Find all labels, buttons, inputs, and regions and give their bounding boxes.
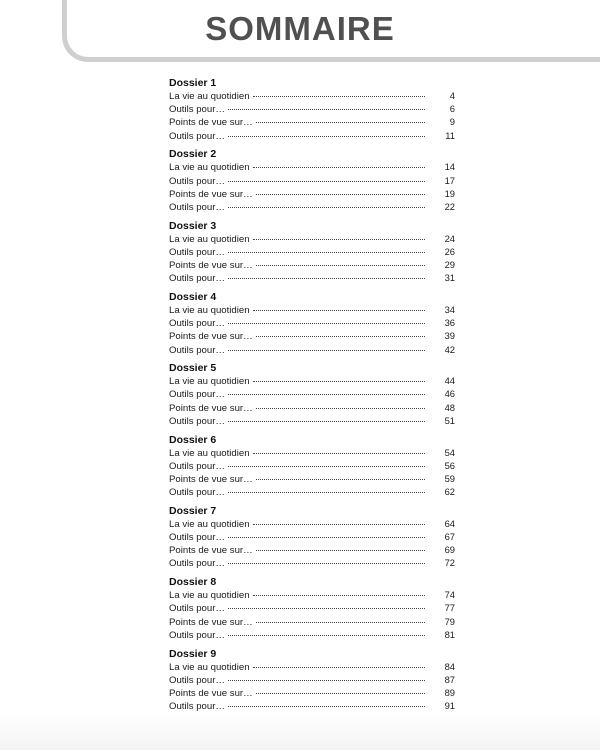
dot-leader [228, 350, 425, 351]
toc-entry-label: La vie au quotidien [169, 661, 250, 673]
toc-entry-label: Points de vue sur… [169, 188, 253, 200]
toc-entry-label: Points de vue sur… [169, 545, 253, 557]
toc-entry-label: Outils pour… [169, 130, 225, 142]
toc-entry[interactable] [169, 687, 455, 700]
toc-entry[interactable] [169, 175, 455, 188]
toc-entry-page-number: 24 [444, 232, 455, 244]
toc-entry-page-number: 72 [444, 557, 455, 569]
dot-leader [253, 381, 425, 382]
toc-entry-page-number: 26 [444, 245, 455, 257]
dossier-title[interactable]: Dossier 3 [169, 219, 217, 232]
toc-entry[interactable] [169, 246, 455, 259]
toc-entry-label: Outils pour… [169, 629, 225, 641]
dossier-section [169, 505, 455, 571]
toc-entry[interactable] [169, 259, 455, 272]
toc-entry-page-number: 59 [444, 472, 455, 484]
toc-entry[interactable] [169, 90, 455, 103]
dossier-section [169, 291, 455, 357]
toc-entry-label: Outils pour… [169, 104, 225, 116]
toc-entry-page-number: 62 [444, 486, 455, 498]
dot-leader [228, 136, 425, 137]
toc-entry-label: Outils pour… [169, 175, 225, 187]
toc-entry-page-number: 42 [444, 343, 455, 355]
toc-entry-page-number: 81 [444, 628, 455, 640]
dot-leader [228, 537, 425, 538]
dot-leader [256, 265, 425, 266]
toc-entry[interactable] [169, 674, 455, 687]
toc-entry-label: La vie au quotidien [169, 304, 250, 316]
toc-entry-label: Points de vue sur… [169, 402, 253, 414]
toc-entry[interactable] [169, 103, 455, 116]
toc-entry-label: Outils pour… [169, 701, 225, 713]
toc-entry[interactable] [169, 233, 455, 246]
toc-entry-page-number: 17 [444, 174, 455, 186]
dossier-title[interactable]: Dossier 7 [169, 504, 217, 517]
toc-entry-label: Outils pour… [169, 558, 225, 570]
toc-entry-label: Outils pour… [169, 273, 225, 285]
dot-leader [228, 563, 425, 564]
toc-entry-label: Outils pour… [169, 389, 225, 401]
dot-leader [228, 394, 425, 395]
dossier-section [169, 362, 455, 428]
toc-entry[interactable] [169, 602, 455, 615]
dot-leader [253, 310, 425, 311]
toc-entry[interactable] [169, 344, 455, 357]
dossier-section [169, 220, 455, 286]
dot-leader [228, 252, 425, 253]
toc-entry[interactable] [169, 447, 455, 460]
dot-leader [228, 466, 425, 467]
toc-entry-label: Points de vue sur… [169, 117, 253, 129]
toc-entry-label: La vie au quotidien [169, 376, 250, 388]
dossier-title[interactable]: Dossier 8 [169, 576, 217, 589]
toc-entry-page-number: 39 [444, 330, 455, 342]
toc-entry-page-number: 19 [444, 187, 455, 199]
toc-entry-label: La vie au quotidien [169, 518, 250, 530]
toc-entry-page-number: 56 [444, 459, 455, 471]
toc-entry[interactable] [169, 201, 455, 214]
toc-entry-page-number: 74 [444, 589, 455, 601]
toc-entry-page-number: 79 [444, 615, 455, 627]
toc-entry[interactable] [169, 375, 455, 388]
toc-entry-label: Outils pour… [169, 201, 225, 213]
toc-entry-label: Outils pour… [169, 344, 225, 356]
table-of-contents [169, 77, 455, 753]
toc-entry-label: Points de vue sur… [169, 616, 253, 628]
toc-entry-page-number: 87 [444, 673, 455, 685]
dot-leader [228, 181, 425, 182]
toc-entry-label: La vie au quotidien [169, 233, 250, 245]
toc-entry-page-number: 77 [444, 602, 455, 614]
dot-leader [253, 595, 425, 596]
toc-entry-page-number: 34 [444, 303, 455, 315]
dot-leader [256, 408, 425, 409]
toc-entry-label: Points de vue sur… [169, 260, 253, 272]
toc-entry-label: Points de vue sur… [169, 331, 253, 343]
toc-entry-page-number: 14 [444, 161, 455, 173]
dossier-title[interactable]: Dossier 5 [169, 362, 217, 375]
toc-entry[interactable] [169, 304, 455, 317]
dossier-title[interactable]: Dossier 4 [169, 290, 217, 303]
toc-entry[interactable] [169, 544, 455, 557]
dot-leader [228, 635, 425, 636]
dot-leader [253, 524, 425, 525]
dot-leader [256, 693, 425, 694]
toc-entry[interactable] [169, 402, 455, 415]
toc-entry[interactable] [169, 486, 455, 499]
toc-entry[interactable] [169, 629, 455, 642]
dossier-section [169, 648, 455, 714]
toc-entry[interactable] [169, 473, 455, 486]
toc-entry-label: Outils pour… [169, 318, 225, 330]
toc-entry-page-number: 69 [444, 544, 455, 556]
dossier-section [169, 77, 455, 143]
toc-entry-page-number: 64 [444, 517, 455, 529]
dot-leader [228, 109, 425, 110]
toc-entry[interactable] [169, 518, 455, 531]
dot-leader [256, 622, 425, 623]
dot-leader [256, 194, 425, 195]
toc-entry[interactable] [169, 116, 455, 129]
toc-entry-label: La vie au quotidien [169, 590, 250, 602]
toc-entry-label: Outils pour… [169, 415, 225, 427]
toc-entry-label: Outils pour… [169, 460, 225, 472]
toc-entry[interactable] [169, 661, 455, 674]
toc-entry-page-number: 46 [444, 388, 455, 400]
toc-entry[interactable] [169, 161, 455, 174]
toc-entry-label: Points de vue sur… [169, 687, 253, 699]
toc-entry[interactable] [169, 460, 455, 473]
dot-leader [228, 207, 425, 208]
dot-leader [253, 96, 425, 97]
dot-leader [253, 453, 425, 454]
dot-leader [256, 479, 425, 480]
dot-leader [253, 167, 425, 168]
dot-leader [228, 492, 425, 493]
dossier-title[interactable]: Dossier 9 [169, 647, 217, 660]
dossier-section [169, 576, 455, 642]
toc-entry-label: La vie au quotidien [169, 447, 250, 459]
toc-entry-label: La vie au quotidien [169, 162, 250, 174]
toc-entry[interactable] [169, 531, 455, 544]
toc-entry-label: Outils pour… [169, 246, 225, 258]
toc-entry-page-number: 29 [444, 259, 455, 271]
page-bottom-shade [0, 712, 600, 750]
toc-entry[interactable] [169, 616, 455, 629]
toc-entry-page-number: 6 [449, 103, 455, 115]
dot-leader [228, 278, 425, 279]
dot-leader [228, 706, 425, 707]
dossier-title[interactable]: Dossier 1 [169, 77, 217, 89]
dot-leader [228, 323, 425, 324]
toc-entry-page-number: 67 [444, 531, 455, 543]
dot-leader [256, 336, 425, 337]
toc-entry-page-number: 9 [449, 116, 455, 128]
dossier-section [169, 434, 455, 500]
toc-entry-page-number: 51 [444, 414, 455, 426]
dossier-title[interactable]: Dossier 2 [169, 148, 217, 161]
toc-entry[interactable] [169, 130, 455, 143]
toc-entry[interactable] [169, 589, 455, 602]
page-title: SOMMAIRE [205, 10, 395, 47]
toc-entry[interactable] [169, 557, 455, 570]
toc-entry-page-number: 48 [444, 401, 455, 413]
toc-entry-page-number: 11 [445, 129, 455, 141]
dot-leader [253, 239, 425, 240]
toc-entry-page-number: 91 [444, 700, 455, 712]
toc-entry-label: Points de vue sur… [169, 473, 253, 485]
toc-entry[interactable] [169, 272, 455, 285]
dossier-section [169, 148, 455, 214]
dot-leader [256, 550, 425, 551]
toc-entry-page-number: 84 [444, 660, 455, 672]
dot-leader [256, 122, 425, 123]
toc-entry-label: Outils pour… [169, 487, 225, 499]
toc-entry-label: Outils pour… [169, 674, 225, 686]
dot-leader [253, 667, 425, 668]
toc-entry-page-number: 89 [444, 686, 455, 698]
toc-entry-label: La vie au quotidien [169, 91, 250, 102]
toc-entry-page-number: 22 [444, 200, 455, 212]
toc-entry-page-number: 36 [444, 317, 455, 329]
toc-entry-label: Outils pour… [169, 532, 225, 544]
toc-entry[interactable] [169, 188, 455, 201]
toc-entry[interactable] [169, 330, 455, 343]
toc-entry[interactable] [169, 415, 455, 428]
toc-entry[interactable] [169, 388, 455, 401]
toc-entry-page-number: 44 [444, 375, 455, 387]
dossier-title[interactable]: Dossier 6 [169, 433, 217, 446]
toc-entry-page-number: 31 [444, 272, 455, 284]
dot-leader [228, 421, 425, 422]
toc-entry-label: Outils pour… [169, 603, 225, 615]
toc-entry-page-number: 54 [444, 446, 455, 458]
dot-leader [228, 680, 425, 681]
toc-entry-page-number: 4 [449, 90, 455, 101]
dot-leader [228, 608, 425, 609]
toc-entry[interactable] [169, 317, 455, 330]
